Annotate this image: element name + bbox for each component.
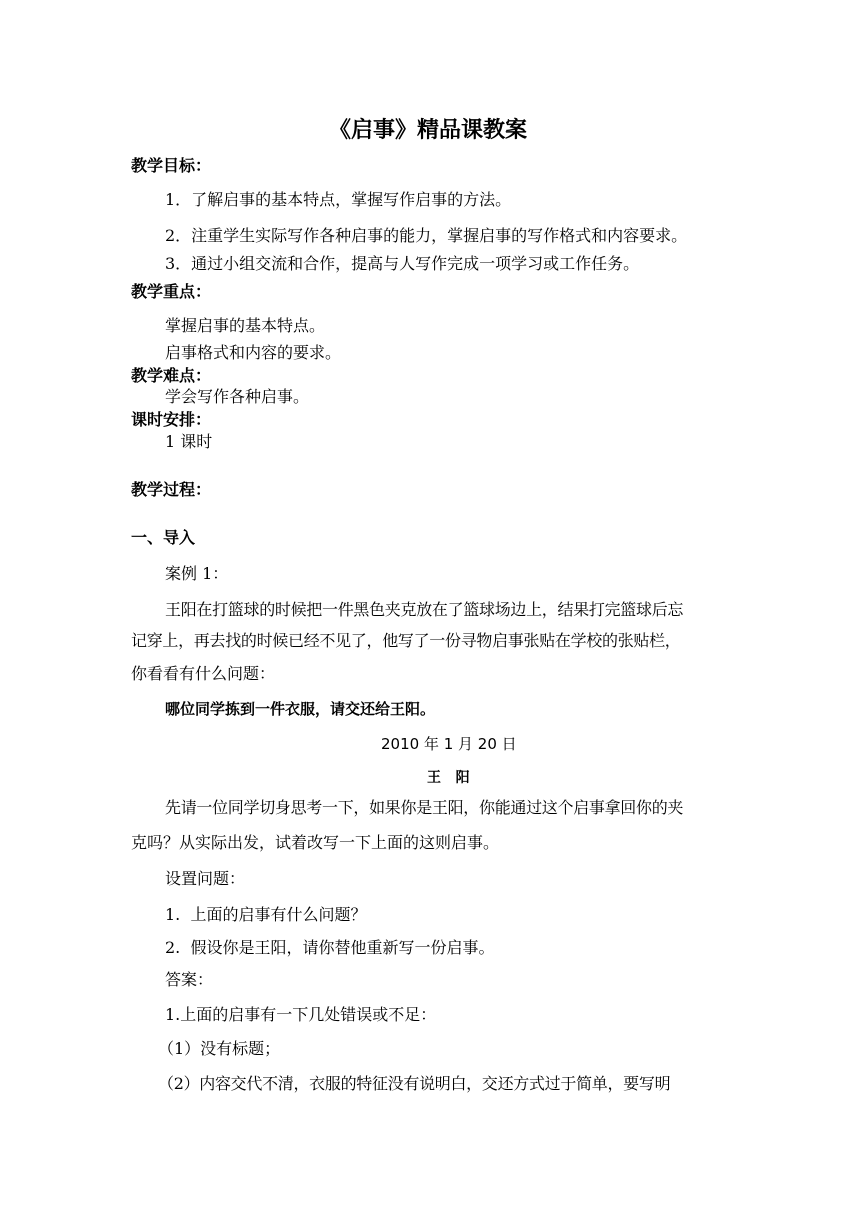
objectives-heading: 教学目标： bbox=[131, 156, 212, 175]
key-point-item: 启事格式和内容的要求。 bbox=[165, 343, 342, 362]
answer-label: 答案： bbox=[165, 970, 214, 989]
question-item: 2. 假设你是王阳，请你替他重新写一份启事。 bbox=[165, 938, 495, 957]
objective-item: 3．通过小组交流和合作，提高与人写作完成一项学习或工作任务。 bbox=[165, 254, 640, 273]
objective-item: 2．注重学生实际写作各种启事的能力，掌握启事的写作格式和内容要求。 bbox=[165, 226, 688, 245]
schedule-value: 1 课时 bbox=[165, 432, 213, 451]
key-points-heading: 教学重点： bbox=[131, 282, 212, 301]
objective-item: 1．了解启事的基本特点，掌握写作启事的方法。 bbox=[165, 190, 512, 209]
notice-text: 哪位同学拣到一件衣服，请交还给王阳。 bbox=[165, 700, 436, 718]
notice-date: 2010 年 1 月 20 日 bbox=[381, 735, 517, 753]
section1-heading: 一、导入 bbox=[131, 528, 196, 547]
answer-item: （1）没有标题； bbox=[158, 1039, 281, 1058]
difficulty-heading: 教学难点： bbox=[131, 366, 212, 385]
question-item: 1. 上面的启事有什么问题？ bbox=[165, 905, 367, 924]
case-line: 记穿上，再去找的时候已经不见了，他写了一份寻物启事张贴在学校的张贴栏， bbox=[131, 631, 681, 650]
case-line: 王阳在打篮球的时候把一件黑色夹克放在了篮球场边上，结果打完篮球后忘 bbox=[165, 600, 684, 619]
case-line: 你看看有什么问题： bbox=[131, 664, 276, 683]
schedule-heading: 课时安排： bbox=[131, 410, 212, 429]
answer-item: （2）内容交代不清，衣服的特征没有说明白，交还方式过于简单，要写明 bbox=[158, 1074, 671, 1093]
notice-signature: 王 阳 bbox=[427, 770, 470, 786]
questions-label: 设置问题： bbox=[165, 869, 246, 888]
answer-item: 1.上面的启事有一下几处错误或不足： bbox=[165, 1005, 437, 1024]
page-title: 《启事》精品课教案 bbox=[329, 117, 528, 143]
difficulty-item: 学会写作各种启事。 bbox=[165, 387, 310, 406]
process-heading: 教学过程： bbox=[131, 480, 212, 499]
think-line: 先请一位同学切身思考一下，如果你是王阳，你能通过这个启事拿回你的夹 bbox=[165, 798, 684, 817]
case-label: 案例 1： bbox=[165, 564, 229, 583]
key-point-item: 掌握启事的基本特点。 bbox=[165, 316, 326, 335]
think-line: 克吗？从实际出发，试着改写一下上面的这则启事。 bbox=[131, 833, 500, 852]
